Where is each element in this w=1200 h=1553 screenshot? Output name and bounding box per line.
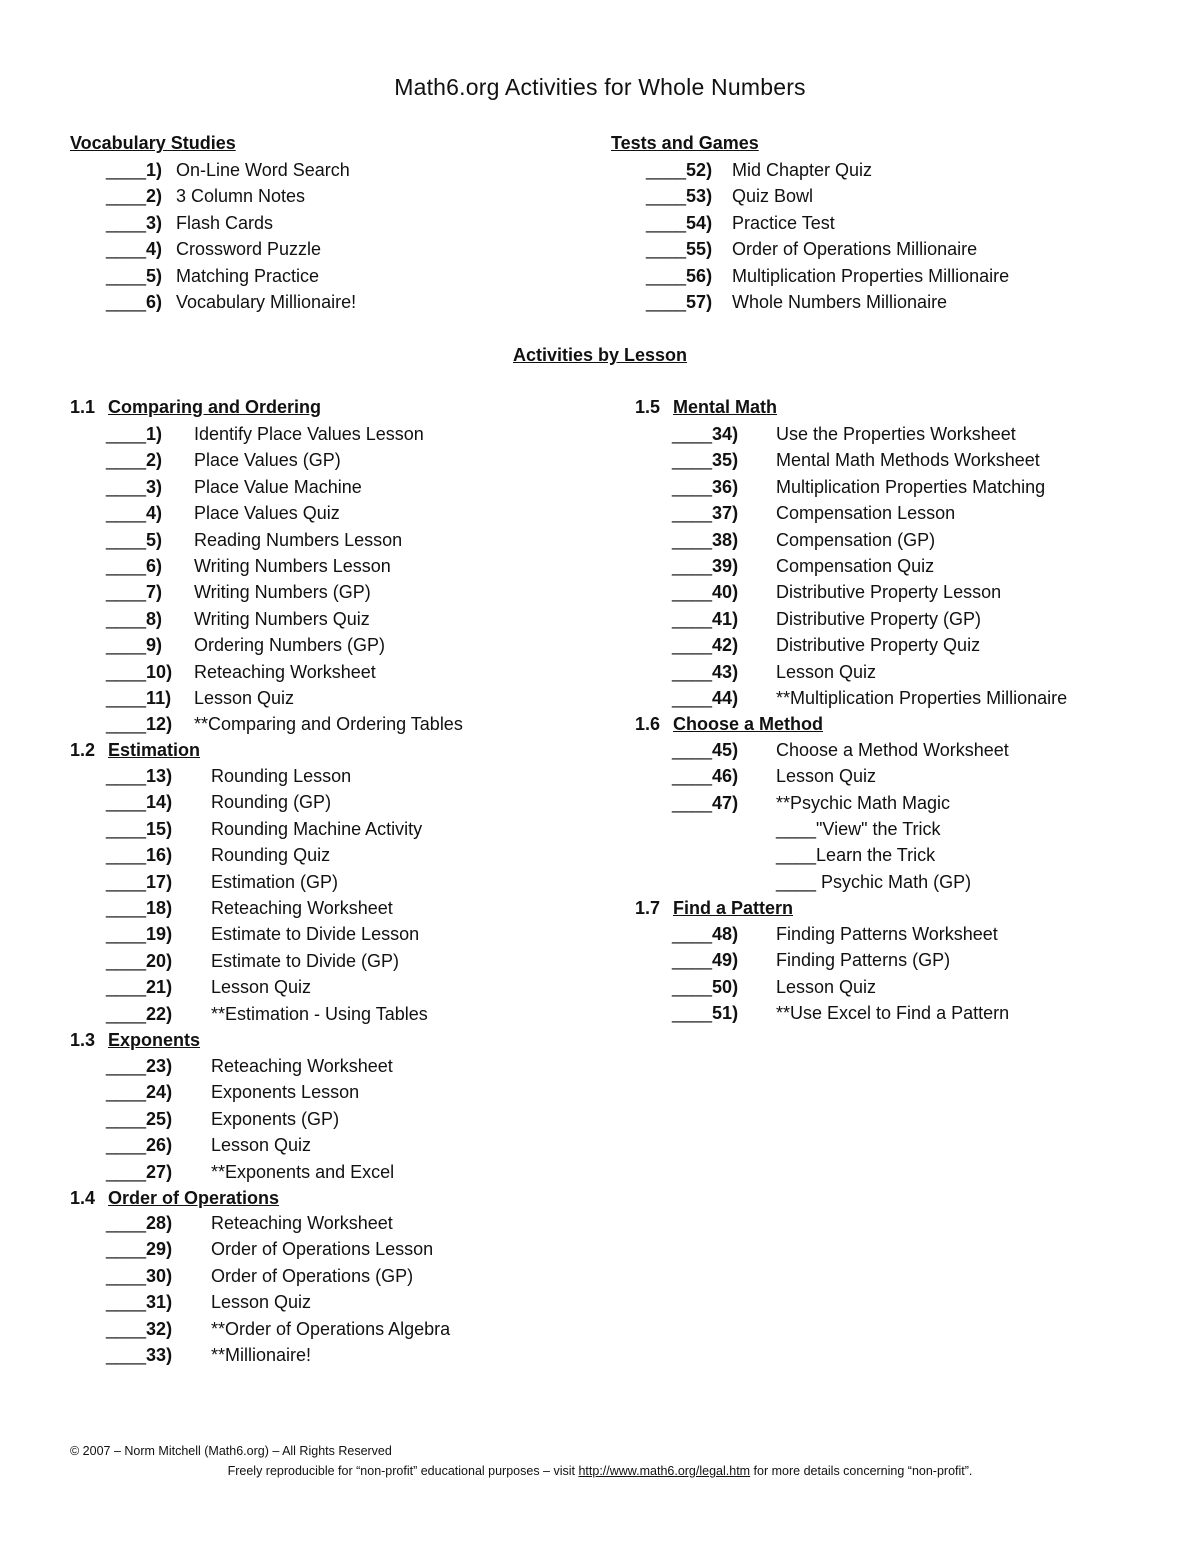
section-name: Choose a Method	[673, 714, 824, 734]
checklist-item	[672, 421, 1016, 447]
checkbox-blank[interactable]: ____	[106, 292, 147, 312]
checkbox-blank[interactable]: ____	[646, 160, 687, 180]
checkbox-blank[interactable]: ____	[672, 792, 713, 813]
item-number: 23)	[146, 1056, 173, 1076]
checkbox-blank[interactable]: ____	[646, 292, 687, 312]
item-label: Place Value Machine	[194, 476, 362, 497]
checkbox-blank[interactable]: ____	[672, 529, 713, 550]
section-heading-s16	[635, 711, 823, 737]
item-number: 15)	[146, 818, 173, 839]
checklist-item	[106, 421, 424, 447]
item-label: Writing Numbers (GP)	[194, 582, 371, 603]
checkbox-blank[interactable]: ____	[106, 871, 147, 892]
item-label: Rounding Lesson	[211, 766, 352, 786]
tests-heading: Tests and Games	[611, 133, 759, 153]
checklist-item	[646, 289, 948, 315]
section-number: 1.5	[635, 397, 661, 417]
checklist-item	[106, 1210, 393, 1236]
checkbox-blank[interactable]: ____	[106, 845, 147, 866]
sub-checklist-item[interactable]: ____Learn the Trick	[776, 845, 936, 866]
sub-checklist-item[interactable]: ____ Psychic Math (GP)	[776, 871, 972, 892]
checkbox-blank[interactable]: ____	[106, 556, 147, 576]
item-number: 21)	[146, 977, 173, 998]
checkbox-blank[interactable]: ____	[672, 924, 713, 944]
checkbox-blank[interactable]: ____	[672, 503, 713, 524]
item-label: Reteaching Worksheet	[211, 1213, 393, 1233]
checkbox-blank[interactable]: ____	[672, 556, 713, 576]
checklist-item	[646, 236, 978, 262]
checklist-item	[106, 842, 331, 868]
item-number: 35)	[712, 450, 739, 471]
item-label: Lesson Quiz	[776, 976, 877, 997]
item-label: On-Line Word Search	[176, 160, 350, 180]
checklist-item	[672, 553, 935, 579]
item-label: Finding Patterns Worksheet	[776, 924, 998, 944]
item-label: Mid Chapter Quiz	[732, 160, 873, 180]
checklist-item	[106, 553, 391, 579]
item-number: 13)	[146, 766, 173, 786]
section-number: 1.4	[70, 1188, 96, 1208]
item-number: 5)	[146, 529, 163, 550]
checkbox-blank[interactable]: ____	[106, 1292, 147, 1313]
section-name: Exponents	[108, 1030, 201, 1050]
item-number: 56)	[686, 265, 713, 286]
item-number: 1)	[146, 424, 163, 444]
sub-checklist-item[interactable]: ____"View" the Trick	[776, 819, 941, 839]
checkbox-blank[interactable]: ____	[106, 950, 147, 971]
item-label: Lesson Quiz	[211, 977, 312, 998]
item-label: Multiplication Properties Millionaire	[732, 265, 1010, 286]
checkbox-blank[interactable]: ____	[106, 818, 147, 839]
checklist-item	[106, 210, 274, 236]
checkbox-blank[interactable]: ____	[106, 898, 147, 918]
checklist-item	[672, 447, 1040, 473]
checkbox-blank[interactable]: ____	[106, 265, 147, 286]
item-number: 22)	[146, 1003, 173, 1024]
item-label: Place Values (GP)	[194, 450, 341, 471]
checkbox-blank[interactable]: ____	[106, 608, 147, 629]
item-number: 28)	[146, 1213, 173, 1233]
item-label: Lesson Quiz	[776, 661, 877, 682]
checklist-item	[106, 763, 352, 789]
item-number: 18)	[146, 898, 173, 918]
checklist-item	[106, 500, 340, 526]
checklist-item	[106, 816, 423, 842]
section-heading-s14	[70, 1185, 279, 1211]
checkbox-blank[interactable]: ____	[106, 1345, 147, 1365]
item-number: 44)	[712, 688, 739, 708]
item-number: 6)	[146, 556, 163, 576]
checklist-item	[672, 974, 877, 1000]
section-name: Comparing and Ordering	[108, 397, 322, 417]
checklist-item	[672, 632, 981, 658]
checklist-item	[106, 263, 320, 289]
item-number: 52)	[686, 160, 713, 180]
checklist-item	[106, 974, 312, 1000]
item-number: 45)	[712, 740, 739, 760]
item-number: 47)	[712, 792, 739, 813]
item-label: Ordering Numbers (GP)	[194, 635, 386, 656]
item-number: 54)	[686, 212, 713, 233]
item-number: 8)	[146, 608, 163, 629]
checklist-item	[646, 210, 835, 236]
checkbox-blank[interactable]: ____	[106, 792, 147, 813]
checklist-item	[646, 183, 814, 209]
checklist-item	[672, 763, 877, 789]
checklist-item	[672, 1000, 1010, 1026]
checkbox-blank[interactable]: ____	[672, 424, 713, 444]
usage-text-before: Freely reproducible for “non-profit” educational purposes – visit	[227, 1464, 579, 1478]
checkbox-blank[interactable]: ____	[106, 924, 147, 945]
vocab-heading: Vocabulary Studies	[70, 133, 236, 153]
item-number: 43)	[712, 661, 739, 682]
checklist-item	[672, 500, 956, 526]
legal-link[interactable]: http://www.math6.org/legal.htm	[578, 1464, 751, 1478]
item-label: 3 Column Notes	[176, 186, 306, 207]
item-label: Lesson Quiz	[211, 1135, 312, 1156]
item-number: 9)	[146, 635, 163, 656]
item-label: Reteaching Worksheet	[211, 898, 393, 918]
item-label: Distributive Property Quiz	[776, 635, 981, 656]
checkbox-blank[interactable]: ____	[106, 424, 147, 444]
checklist-item	[672, 790, 951, 816]
checklist-item	[672, 921, 998, 947]
checklist-item	[106, 632, 386, 658]
item-label: Rounding (GP)	[211, 792, 332, 813]
item-number: 55)	[686, 239, 713, 260]
checklist-item	[106, 1342, 312, 1368]
checkbox-blank[interactable]: ____	[672, 635, 713, 656]
checkbox-blank[interactable]: ____	[646, 265, 687, 286]
item-number: 3)	[146, 212, 163, 233]
item-number: 53)	[686, 186, 713, 207]
item-label: Writing Numbers Lesson	[194, 556, 391, 576]
checklist-item	[106, 1159, 395, 1185]
checklist-item	[106, 606, 370, 632]
checklist-item	[106, 1079, 360, 1105]
section-number: 1.2	[70, 740, 96, 760]
checklist-item	[106, 157, 350, 183]
checklist-item	[106, 659, 376, 685]
checklist-item	[106, 474, 362, 500]
item-label: Lesson Quiz	[194, 688, 295, 708]
checklist-item	[106, 289, 357, 315]
item-number: 2)	[146, 186, 163, 207]
item-number: 11)	[146, 688, 172, 708]
item-label: Estimate to Divide Lesson	[211, 924, 420, 945]
checkbox-blank[interactable]: ____	[106, 1318, 147, 1339]
item-label: Flash Cards	[176, 212, 274, 233]
item-number: 40)	[712, 582, 739, 603]
checkbox-blank[interactable]: ____	[106, 212, 147, 233]
checkbox-blank[interactable]: ____	[106, 1161, 147, 1182]
checklist-item	[106, 789, 332, 815]
item-label: Compensation Lesson	[776, 503, 956, 524]
section-number: 1.7	[635, 898, 661, 918]
checklist-item	[106, 1236, 434, 1262]
item-number: 4)	[146, 503, 163, 524]
item-label: Identify Place Values Lesson	[194, 424, 424, 444]
item-number: 5)	[146, 265, 163, 286]
usage-notice	[0, 1464, 1200, 1478]
checklist-item	[106, 711, 463, 737]
item-number: 12)	[146, 714, 173, 735]
checkbox-blank[interactable]: ____	[672, 661, 713, 682]
checklist-item	[106, 685, 295, 711]
section-heading-s12	[70, 737, 200, 763]
checkbox-blank[interactable]: ____	[106, 977, 147, 998]
item-label: Compensation Quiz	[776, 556, 935, 576]
item-label: Order of Operations Millionaire	[732, 239, 978, 260]
item-number: 37)	[712, 503, 739, 524]
activities-heading: Activities by Lesson	[512, 345, 688, 365]
checkbox-blank[interactable]: ____	[106, 635, 147, 656]
usage-text-after: for more details concerning “non-profit”.	[750, 1464, 973, 1478]
item-number: 46)	[712, 766, 739, 787]
item-number: 50)	[712, 976, 739, 997]
item-label: **Comparing and Ordering Tables	[194, 714, 463, 735]
checklist-item	[672, 474, 1046, 500]
checkbox-blank[interactable]: ____	[106, 1265, 147, 1286]
section-heading-s15	[635, 394, 777, 420]
checkbox-blank[interactable]: ____	[646, 186, 687, 207]
item-label: Rounding Machine Activity	[211, 818, 423, 839]
checkbox-blank[interactable]: ____	[672, 950, 713, 971]
item-number: 25)	[146, 1108, 173, 1129]
item-number: 20)	[146, 950, 173, 971]
page-title: Math6.org Activities for Whole Numbers	[394, 74, 806, 100]
item-number: 10)	[146, 661, 173, 682]
item-label: **Use Excel to Find a Pattern	[776, 1003, 1010, 1024]
checkbox-blank[interactable]: ____	[106, 1082, 147, 1103]
item-label: Reading Numbers Lesson	[194, 529, 403, 550]
checklist-item	[106, 183, 306, 209]
checkbox-blank[interactable]: ____	[672, 476, 713, 497]
item-label: Choose a Method Worksheet	[776, 740, 1009, 760]
checklist-item	[106, 1289, 312, 1315]
section-number: 1.3	[70, 1030, 96, 1050]
item-number: 26)	[146, 1135, 173, 1156]
item-label: Lesson Quiz	[211, 1292, 312, 1313]
item-label: Mental Math Methods Worksheet	[776, 450, 1040, 471]
item-number: 3)	[146, 476, 163, 497]
item-label: Multiplication Properties Matching	[776, 476, 1046, 497]
item-label: Order of Operations Lesson	[211, 1239, 434, 1260]
checkbox-blank[interactable]: ____	[646, 212, 687, 233]
item-number: 41)	[712, 608, 739, 629]
section-name: Order of Operations	[108, 1188, 280, 1208]
item-label: Reteaching Worksheet	[211, 1056, 393, 1076]
item-number: 14)	[146, 792, 173, 813]
checklist-item	[106, 579, 371, 605]
section-number: 1.1	[70, 397, 96, 417]
section-heading-s11	[70, 394, 321, 420]
item-number: 48)	[712, 924, 739, 944]
section-name: Mental Math	[673, 397, 778, 417]
item-number: 19)	[146, 924, 173, 945]
item-label: Quiz Bowl	[732, 186, 814, 207]
item-number: 6)	[146, 292, 163, 312]
item-label: **Millionaire!	[211, 1345, 312, 1365]
checklist-item	[106, 236, 322, 262]
item-label: Vocabulary Millionaire!	[176, 292, 357, 312]
section-number: 1.6	[635, 714, 661, 734]
item-number: 27)	[146, 1161, 173, 1182]
item-label: Rounding Quiz	[211, 845, 331, 866]
item-label: Whole Numbers Millionaire	[732, 292, 948, 312]
item-number: 29)	[146, 1239, 173, 1260]
copyright-notice: © 2007 – Norm Mitchell (Math6.org) – All Rights Reserved	[70, 1444, 392, 1458]
checkbox-blank[interactable]: ____	[672, 1003, 713, 1024]
checklist-item	[646, 157, 873, 183]
item-label: Exponents Lesson	[211, 1082, 360, 1103]
checklist-item	[106, 447, 341, 473]
checklist-item	[672, 606, 982, 632]
checklist-item	[106, 921, 420, 947]
item-label: Distributive Property (GP)	[776, 608, 982, 629]
checklist-item	[672, 947, 951, 973]
item-label: **Estimation - Using Tables	[211, 1003, 428, 1024]
checkbox-blank[interactable]: ____	[672, 740, 713, 760]
item-label: Reteaching Worksheet	[194, 661, 376, 682]
item-number: 1)	[146, 160, 163, 180]
item-number: 42)	[712, 635, 739, 656]
checkbox-blank[interactable]: ____	[106, 582, 147, 603]
checklist-item	[106, 1316, 451, 1342]
item-label: Practice Test	[732, 212, 835, 233]
item-label: Use the Properties Worksheet	[776, 424, 1016, 444]
checkbox-blank[interactable]: ____	[106, 239, 147, 260]
checkbox-blank[interactable]: ____	[106, 688, 147, 708]
section-name: Find a Pattern	[673, 898, 794, 918]
checkbox-blank[interactable]: ____	[106, 766, 147, 786]
checkbox-blank[interactable]: ____	[106, 1135, 147, 1156]
checkbox-blank[interactable]: ____	[672, 582, 713, 603]
checkbox-blank[interactable]: ____	[672, 450, 713, 471]
checklist-item	[672, 659, 877, 685]
checkbox-blank[interactable]: ____	[106, 1108, 147, 1129]
checkbox-blank[interactable]: ____	[672, 608, 713, 629]
checkbox-blank[interactable]: ____	[672, 688, 713, 708]
item-number: 39)	[712, 556, 739, 576]
checkbox-blank[interactable]: ____	[672, 766, 713, 787]
item-label: **Exponents and Excel	[211, 1161, 395, 1182]
item-label: Lesson Quiz	[776, 766, 877, 787]
checklist-item	[106, 895, 393, 921]
checklist-item	[672, 685, 1068, 711]
item-number: 49)	[712, 950, 739, 971]
item-number: 4)	[146, 239, 163, 260]
item-number: 30)	[146, 1265, 173, 1286]
item-label: **Psychic Math Magic	[776, 792, 951, 813]
item-number: 7)	[146, 582, 163, 603]
item-label: Distributive Property Lesson	[776, 582, 1002, 603]
checklist-item	[672, 737, 1009, 763]
checklist-item	[106, 869, 339, 895]
item-label: Compensation (GP)	[776, 529, 936, 550]
checkbox-blank[interactable]: ____	[646, 239, 687, 260]
item-number: 38)	[712, 529, 739, 550]
item-label: Exponents (GP)	[211, 1108, 340, 1129]
item-label: Estimate to Divide (GP)	[211, 950, 400, 971]
item-label: **Order of Operations Algebra	[211, 1318, 451, 1339]
item-label: Order of Operations (GP)	[211, 1265, 414, 1286]
item-number: 33)	[146, 1345, 173, 1365]
item-label: Writing Numbers Quiz	[194, 608, 370, 629]
checklist-item	[106, 1263, 414, 1289]
checklist-item	[672, 527, 936, 553]
item-label: Estimation (GP)	[211, 871, 339, 892]
item-number: 57)	[686, 292, 713, 312]
checkbox-blank[interactable]: ____	[106, 529, 147, 550]
item-number: 51)	[712, 1003, 739, 1024]
item-number: 16)	[146, 845, 173, 866]
item-number: 34)	[712, 424, 739, 444]
checklist-item	[106, 1132, 312, 1158]
item-number: 36)	[712, 476, 739, 497]
checkbox-blank[interactable]: ____	[106, 160, 147, 180]
checklist-item	[106, 1106, 340, 1132]
item-number: 17)	[146, 871, 173, 892]
checklist-item	[106, 527, 403, 553]
checkbox-blank[interactable]: ____	[672, 976, 713, 997]
checkbox-blank[interactable]: ____	[106, 1003, 147, 1024]
item-label: Matching Practice	[176, 265, 320, 286]
section-heading-s13	[70, 1027, 200, 1053]
checklist-item	[672, 579, 1002, 605]
item-label: Place Values Quiz	[194, 503, 340, 524]
checkbox-blank[interactable]: ____	[106, 503, 147, 524]
checkbox-blank[interactable]: ____	[106, 186, 147, 207]
item-label: Crossword Puzzle	[176, 239, 322, 260]
checklist-item	[106, 948, 400, 974]
item-number: 31)	[146, 1292, 173, 1313]
item-number: 2)	[146, 450, 163, 471]
section-name: Estimation	[108, 740, 201, 760]
checkbox-blank[interactable]: ____	[106, 714, 147, 735]
checkbox-blank[interactable]: ____	[106, 1056, 147, 1076]
checkbox-blank[interactable]: ____	[106, 1239, 147, 1260]
checklist-item	[106, 1001, 428, 1027]
item-number: 32)	[146, 1318, 173, 1339]
checkbox-blank[interactable]: ____	[106, 1213, 147, 1233]
checklist-item	[106, 1053, 393, 1079]
item-label: Finding Patterns (GP)	[776, 950, 951, 971]
checklist-item	[646, 263, 1010, 289]
item-number: 24)	[146, 1082, 173, 1103]
checkbox-blank[interactable]: ____	[106, 661, 147, 682]
checkbox-blank[interactable]: ____	[106, 450, 147, 471]
section-heading-s17	[635, 895, 793, 921]
item-label: **Multiplication Properties Millionaire	[776, 688, 1068, 708]
checkbox-blank[interactable]: ____	[106, 476, 147, 497]
